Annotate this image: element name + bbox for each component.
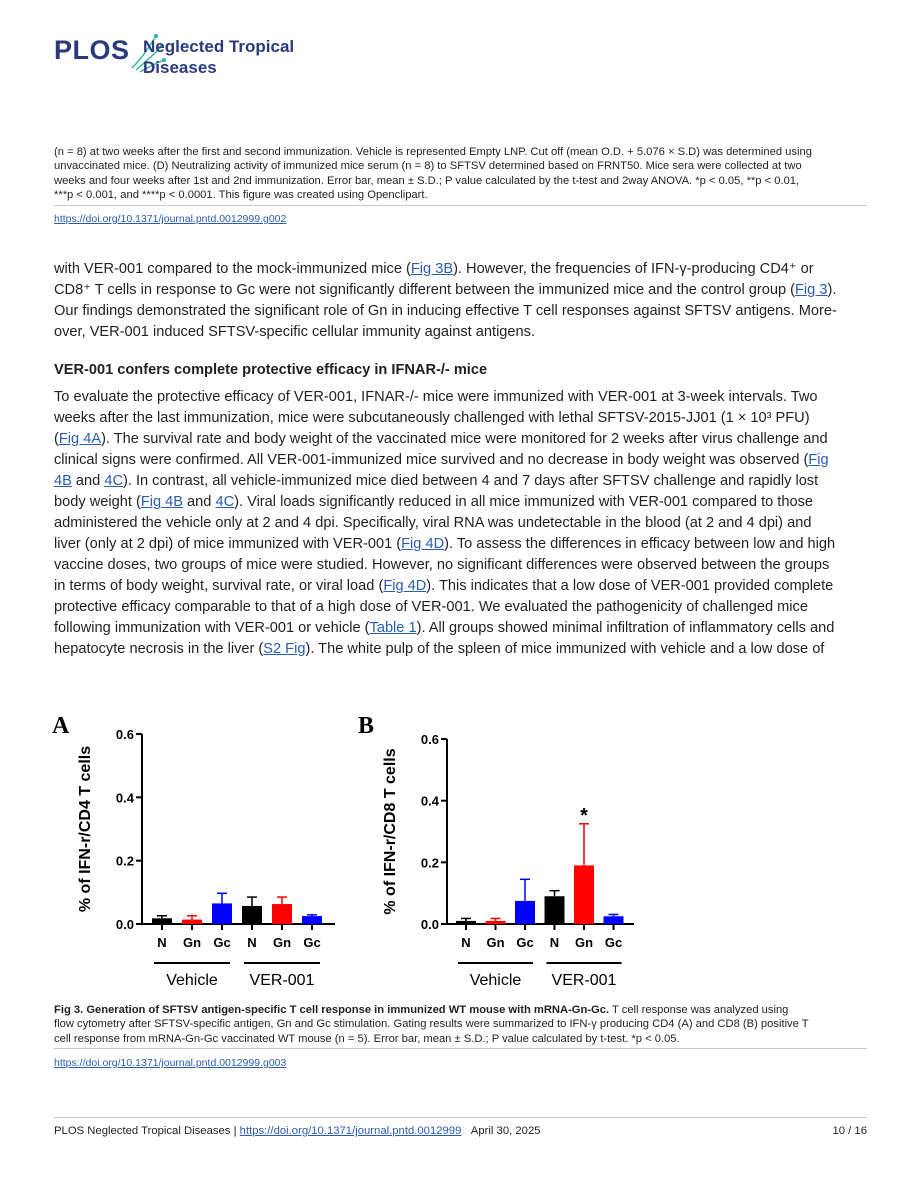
bar-gc: [515, 901, 535, 924]
bar-n: [152, 918, 172, 924]
y-tick-label: 0.0: [115, 917, 134, 932]
fig-4d-link[interactable]: Fig 4D: [383, 578, 427, 594]
group-label: Vehicle: [469, 972, 522, 989]
bar-gn: [486, 921, 506, 924]
caption-title: Fig 3. Generation of SFTSV antigen-specific T cell response in immunized WT mouse with mRNA-Gn-Gc.: [54, 1004, 610, 1016]
table-1-link[interactable]: Table 1: [369, 620, 417, 636]
caption-line: flow cytometry after SFTSV-specific antigen, Gn and Gc stimulation. Gating results were summarized to IFN-γ producing CD4 (A) and CD8 (B) positive T: [54, 1018, 809, 1031]
plos-wordmark: PLOS: [54, 35, 130, 65]
footer: [54, 1125, 867, 1137]
y-axis-label: % of IFN-r/CD4 T cells: [77, 745, 94, 913]
fig-4b-link[interactable]: Fig: [808, 452, 829, 468]
footer-journal: PLOS Neglected Tropical Diseases |: [54, 1125, 240, 1137]
footer-divider: [54, 1117, 867, 1118]
bar-gn: [574, 865, 594, 924]
x-tick-label: N: [157, 935, 167, 950]
y-tick-label: 0.6: [115, 727, 134, 742]
text: in terms of body weight, survival rate, or viral load (: [54, 578, 384, 594]
text: CD8⁺ T cells in response to Gc were not significantly different between the immunized mice and the control group (: [54, 282, 796, 298]
bar-gc: [212, 903, 232, 924]
x-tick-label: Gn: [486, 935, 505, 950]
fig-3b-link[interactable]: Fig 3B: [410, 261, 454, 277]
text: and: [183, 494, 216, 510]
group-label: VER-001: [249, 972, 315, 989]
fig-4d-link[interactable]: Fig 4D: [401, 536, 445, 552]
bar-gn: [182, 920, 202, 924]
bar-n: [545, 896, 565, 924]
caption-line: unvaccinated mice. (D) Neutralizing activity of immunized mice serum (n = 8) to SFTSV determined based on FRNT50. Mice sera were collected at two: [54, 160, 802, 173]
x-tick-label: Gn: [182, 935, 202, 950]
bar-n: [242, 906, 262, 924]
fig-4b-link[interactable]: Fig 4B: [140, 494, 183, 510]
text: with VER-001 compared to the mock-immunized mice (: [54, 261, 411, 277]
footer-doi-link[interactable]: https://doi.org/10.1371/journal.pntd.0012999: [239, 1125, 462, 1137]
text: hepatocyte necrosis in the liver (: [54, 641, 264, 657]
bar-gc: [302, 916, 322, 924]
fig3-caption: [54, 1003, 867, 1046]
x-tick-label: N: [247, 935, 257, 950]
journal-name-line2: Diseases: [143, 58, 217, 77]
text: clinical signs were confirmed. All VER-001-immunized mice survived and no decrease in body weight was observed (: [54, 452, 809, 468]
x-tick-label: N: [549, 935, 560, 950]
text: following immunization with VER-001 or vehicle (: [54, 620, 370, 636]
chart-cd8: [382, 732, 634, 989]
x-tick-label: Gc: [604, 935, 623, 950]
text: ).: [827, 282, 837, 298]
text: body weight (: [54, 494, 141, 510]
x-tick-label: Gn: [574, 935, 594, 950]
journal-name-line1: Neglected Tropical: [143, 37, 295, 56]
page-number: 10 / 16: [832, 1125, 867, 1137]
text: ). Viral loads significantly reduced in all mice immunized with VER-001 compared to those: [234, 494, 814, 510]
footer-date: April 30, 2025: [470, 1125, 541, 1137]
text: ). To assess the differences in efficacy between low and high: [444, 536, 836, 552]
text: ). This indicates that a low dose of VER-001 provided complete: [426, 578, 834, 594]
s2-fig-link[interactable]: S2 Fig: [263, 641, 306, 657]
y-tick-label: 0.4: [115, 790, 134, 806]
text: ). In contrast, all vehicle-immunized mice died between 4 and 7 days after SFTSV challenge and rapidly lost: [122, 473, 819, 489]
text: weeks after the last immunization, mice were subcutaneously challenged with lethal SFTSV-2015-JJ01 (1 × 10³ PFU): [54, 410, 810, 426]
panel-b-letter: B: [358, 713, 375, 739]
y-tick-label: 0.0: [420, 917, 439, 932]
text: Our findings demonstrated the significant role of Gn in inducing effective T cell responses against SFTSV antigens. More-: [54, 303, 837, 319]
x-tick-label: Gc: [516, 935, 534, 950]
fig-4c-link[interactable]: 4C: [104, 473, 123, 489]
chart-cd4: [77, 727, 335, 989]
caption-line: (n = 8) at two weeks after the first and second immunization. Vehicle is represented Empty LNP. Cut off (mean O.D. + 5.076 × S.D) was determined using: [54, 146, 812, 158]
fig-4a-link[interactable]: Fig 4A: [58, 431, 102, 447]
significance-star: *: [580, 804, 588, 827]
text: ). However, the frequencies of IFN-γ-producing CD4⁺ or: [453, 261, 814, 277]
paragraph-2: To evaluate the protective efficacy of VER-001, IFNAR-/- mice were immunized with VER-001 at 3-week intervals. Two weeks after the last immunization, mice were subcutaneously challenged with lethal SFTSV-2015-JJ01 (1 × 10³ PFU) (Fig 4A). The survival rate and body weight of the vaccinated mice were monitored for 2 weeks after virus challenge and clinical signs were confirmed. All VER-001-immunized mice survived and no decrease in body weight was observed (Fig 4B and 4C). In contrast, all vehicle-immunized mice died between 4 and 7 days after SFTSV challenge and rapidly lost body weight (Fig 4B and 4C). Viral loads significantly reduced in all mice immunized with VER-001 compared to those administered the vehicle only at 2 and 4 dpi. Specifically, viral RNA was undetectable in the blood (at 2 and 4 dpi) and liver (only at 2 dpi) of mice immunized with VER-001 (Fig 4D). To assess the differences in efficacy between low and high vaccine doses, two groups of mice were studied. However, no significant differences were observed between the groups in terms of body weight, survival rate, or viral load (Fig 4D). This indicates that a low dose of VER-001 provided complete protective efficacy comparable to that of a high dose of VER-001. We evaluated the pathogenicity of challenged mice following immunization with VER-001 or vehicle (Table 1). All groups showed minimal infiltration of inflammatory cells and hepatocyte necrosis in the liver (S2 Fig). The white pulp of the spleen of mice immunized with vehicle and a low dose of: [54, 387, 867, 660]
caption-line: cell response from mRNA-Gn-Gc vaccinated WT mouse (n = 5). Error bar, mean ± S.D.; P value calculated by t-test. *p < 0.05.: [54, 1032, 680, 1045]
text: vaccine doses, two groups of mice were studied. However, no significant differences were observed between the groups: [54, 557, 830, 573]
text: over, VER-001 induced SFTSV-specific cellular immunity against antigens.: [54, 324, 536, 340]
section-heading: VER-001 confers complete protective efficacy in IFNAR-/- mice: [54, 362, 488, 378]
y-tick-label: 0.6: [420, 732, 439, 747]
y-tick-label: 0.4: [420, 793, 439, 809]
x-tick-label: N: [461, 935, 471, 950]
text: ). All groups showed minimal infiltration of inflammatory cells and: [416, 620, 835, 636]
panel-a-letter: A: [52, 713, 70, 739]
x-tick-label: Gc: [303, 935, 321, 950]
fig-4b-link[interactable]: 4B: [54, 473, 72, 489]
y-tick-label: 0.2: [420, 855, 439, 871]
group-label: Vehicle: [166, 972, 218, 989]
y-axis-label: % of IFN-r/CD8 T cells: [382, 748, 399, 915]
bar-n: [456, 921, 476, 924]
caption-line: ***p < 0.001, and ****p < 0.0001. This figure was created using Openclipart.: [54, 189, 428, 202]
bar-gn: [272, 904, 292, 924]
fig-4c-link[interactable]: 4C: [215, 494, 235, 510]
text: administered the vehicle only at 2 and 4 dpi. Specifically, viral RNA was undetectable in the blood (at 2 and 4 dpi) and: [54, 515, 812, 531]
doi-link-g003[interactable]: https://doi.org/10.1371/journal.pntd.0012999.g003: [54, 1057, 287, 1069]
fig-3-link[interactable]: Fig 3: [795, 282, 828, 298]
text: ). The survival rate and body weight of the vaccinated mice were monitored for 2 weeks after virus challenge and: [101, 431, 828, 447]
text: ). The white pulp of the spleen of mice immunized with vehicle and a low dose of: [305, 641, 825, 657]
bar-gc: [604, 916, 624, 924]
text: protective efficacy comparable to that of a high dose of VER-001. We evaluated the pathogenicity of challenged mice: [54, 599, 808, 615]
x-tick-label: Gn: [272, 935, 292, 950]
doi-link-g002[interactable]: https://doi.org/10.1371/journal.pntd.0012999.g002: [54, 213, 287, 225]
x-tick-label: Gc: [213, 935, 231, 950]
text: liver (only at 2 dpi) of mice immunized with VER-001 (: [54, 536, 402, 552]
y-tick-label: 0.2: [115, 853, 134, 869]
caption-line: weeks and four weeks after 1st and 2nd immunization. Error bar, mean ± S.D.; P value calculated by the t-test and 2way ANOVA. *p < 0.05, **p < 0.01,: [54, 174, 800, 187]
group-label: VER-001: [551, 972, 617, 989]
text: To evaluate the protective efficacy of VER-001, IFNAR-/- mice were immunized with VER-001 at 3-week intervals. Two: [54, 389, 818, 405]
caption-divider: [54, 1048, 867, 1049]
text: T cell response was analyzed using: [609, 1004, 789, 1016]
text: and: [71, 473, 105, 489]
